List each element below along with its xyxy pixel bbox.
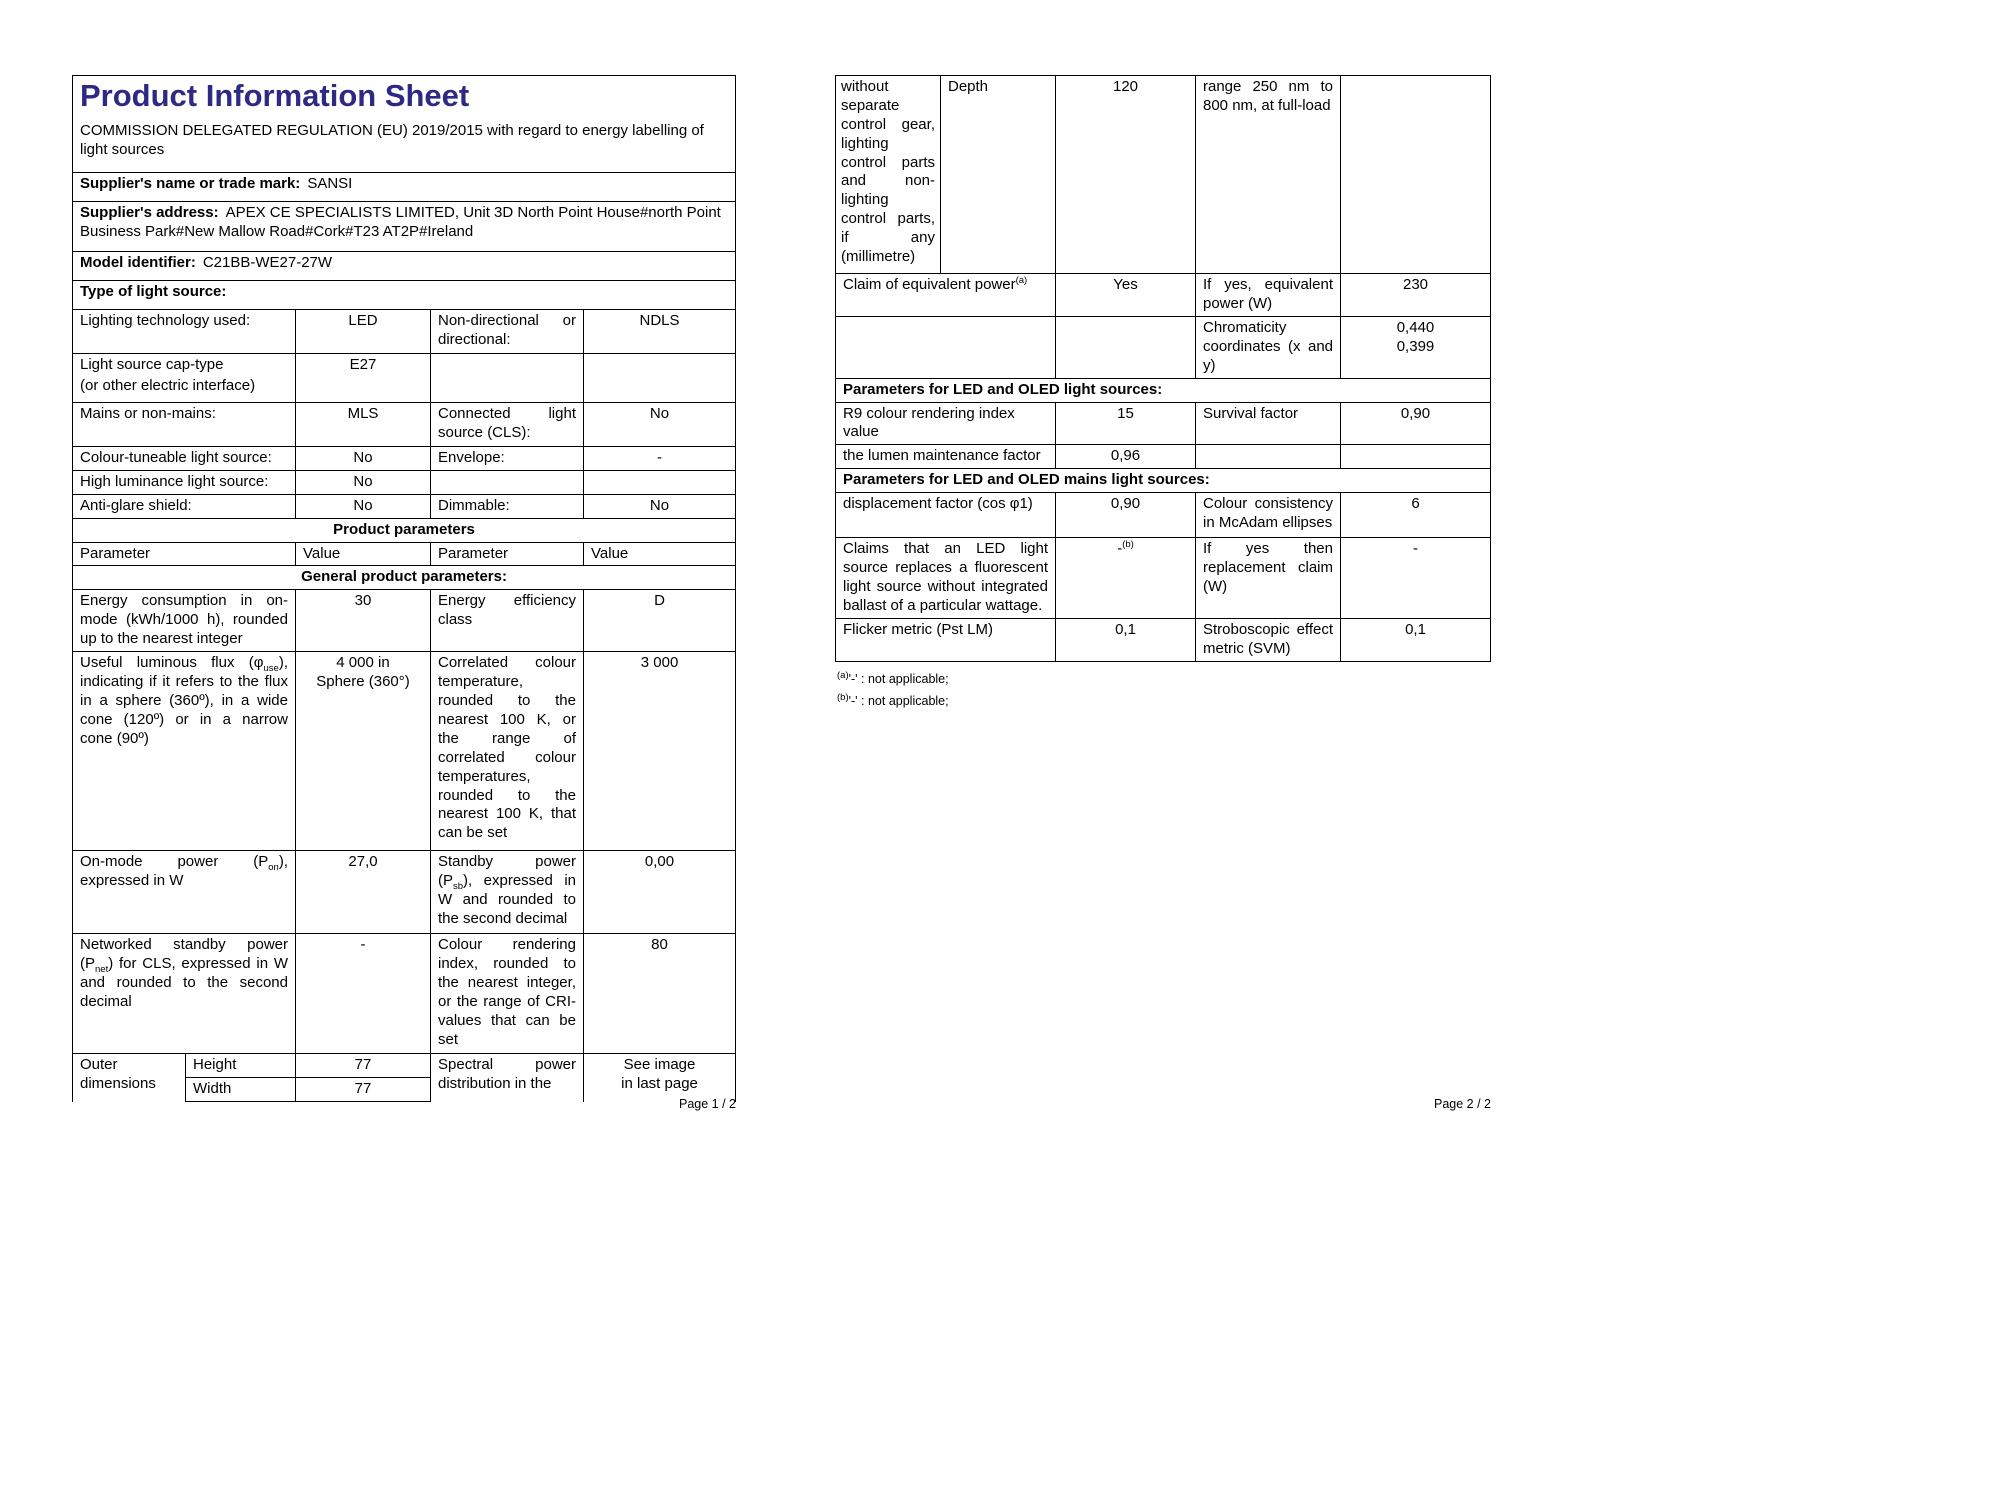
empty-cell — [1056, 317, 1196, 379]
page-1 — [72, 75, 736, 1111]
table-row — [836, 76, 1491, 274]
claim-equivalent-power-label — [836, 274, 1056, 317]
spectral-distribution-label: Spectral power distribution in the — [431, 1054, 584, 1102]
empty-cell — [1341, 445, 1491, 469]
table-row — [73, 934, 736, 1054]
dimmable-value: No — [584, 494, 736, 518]
mains-label: Mains or non-mains: — [73, 403, 296, 447]
flicker-metric-value: 0,1 — [1056, 618, 1196, 661]
table-row — [73, 173, 736, 202]
dimensions-continued-label: without separate control gear, lighting control parts and non-lighting control parts, if any (millimetre) — [836, 76, 941, 274]
product-info-table-page2 — [835, 75, 1491, 662]
energy-class-value: D — [584, 590, 736, 652]
chromaticity-x-value: 0,440 — [1396, 319, 1435, 336]
table-row — [836, 445, 1491, 469]
table-row — [73, 542, 736, 566]
page1-footer: Page 1 / 2 — [679, 1097, 736, 1111]
page2-footer: Page 2 / 2 — [1434, 1097, 1491, 1111]
supplier-address-value: APEX CE SPECIALISTS LIMITED, Unit 3D North Point House#north Point Business Park#New Mallow Road#Cork#T23 AT2P#Ireland — [80, 204, 721, 240]
outer-dimensions-label: Outer dimensions — [73, 1054, 186, 1102]
spectral-value-line1: See image — [623, 1056, 696, 1074]
on-mode-power-subscript: on — [268, 862, 279, 874]
anti-glare-label: Anti-glare shield: — [73, 494, 296, 518]
chromaticity-value — [1341, 317, 1491, 379]
column-header-parameter-2: Parameter — [431, 542, 584, 566]
luminous-flux-subscript: use — [263, 663, 279, 675]
footnote-b — [837, 690, 1491, 713]
model-identifier-label: Model identifier: — [80, 254, 196, 271]
displacement-factor-label: displacement factor (cos φ1) — [836, 493, 1056, 538]
table-row — [73, 470, 736, 494]
cls-value: No — [584, 403, 736, 447]
on-mode-power-label-post: ), expressed in W — [80, 853, 288, 890]
colour-tuneable-value: No — [296, 447, 431, 471]
luminous-flux-value — [296, 652, 431, 851]
footnotes — [835, 668, 1491, 713]
luminous-flux-value-line1: 4 000 in — [336, 654, 390, 672]
cri-value: 80 — [584, 934, 736, 1054]
networked-standby-label-pre: Networked standby power (P — [80, 936, 288, 973]
cri-label: Colour rendering index, rounded to the nearest integer, or the range of CRI-values that can be set — [431, 934, 584, 1054]
supplier-address-label: Supplier's address: — [80, 204, 219, 221]
cls-label: Connected light source (CLS): — [431, 403, 584, 447]
table-row — [836, 402, 1491, 445]
survival-factor-value: 0,90 — [1341, 402, 1491, 445]
product-parameters-header: Product parameters — [73, 518, 736, 542]
empty-cell — [584, 354, 736, 403]
dimmable-label: Dimmable: — [431, 494, 584, 518]
standby-power-value: 0,00 — [584, 851, 736, 934]
depth-value: 120 — [1056, 76, 1196, 274]
page-2 — [835, 75, 1491, 1111]
table-row — [73, 518, 736, 542]
led-parameters-header: Parameters for LED and OLED light sources: — [836, 378, 1491, 402]
equivalent-power-label: If yes, equivalent power (W) — [1196, 274, 1341, 317]
footnote-b-text: '-' : not applicable; — [848, 694, 949, 709]
survival-factor-label: Survival factor — [1196, 402, 1341, 445]
lumen-maintenance-value: 0,96 — [1056, 445, 1196, 469]
empty-cell — [836, 317, 1056, 379]
model-identifier-value: C21BB-WE27-27W — [202, 254, 333, 271]
supplier-name-value: SANSI — [307, 175, 353, 192]
table-row — [73, 851, 736, 934]
cct-label: Correlated colour temperature, rounded to the nearest 100 K, or the range of correlated colour temperatures, rounded to the nearest 100 K, that can be set — [431, 652, 584, 851]
height-value: 77 — [296, 1054, 431, 1078]
standby-power-label — [431, 851, 584, 934]
table-row — [73, 494, 736, 518]
supplier-address-cell — [73, 202, 736, 252]
energy-consumption-value: 30 — [296, 590, 431, 652]
table-row — [73, 354, 736, 403]
luminous-flux-label — [73, 652, 296, 851]
table-row — [73, 281, 736, 310]
model-identifier-cell — [73, 252, 736, 281]
regulation-subtitle: COMMISSION DELEGATED REGULATION (EU) 2019/2015 with regard to energy labelling of light sources — [80, 121, 704, 159]
r9-value: 15 — [1056, 402, 1196, 445]
table-row — [73, 447, 736, 471]
empty-cell — [1341, 76, 1491, 274]
column-header-value-1: Value — [296, 542, 431, 566]
width-label: Width — [186, 1078, 296, 1102]
equivalent-power-value: 230 — [1341, 274, 1491, 317]
networked-standby-label — [73, 934, 296, 1054]
colour-consistency-value: 6 — [1341, 493, 1491, 538]
product-info-table-page1 — [72, 75, 736, 1102]
table-row — [73, 310, 736, 354]
table-row — [836, 317, 1491, 379]
footnote-b-sup: (b) — [837, 692, 849, 704]
standby-power-subscript: sb — [453, 881, 464, 893]
directional-value: NDLS — [584, 310, 736, 354]
table-row — [73, 1054, 736, 1078]
depth-label: Depth — [941, 76, 1056, 274]
envelope-value: - — [584, 447, 736, 471]
claim-equivalent-power-text: Claim of equivalent power — [843, 276, 1016, 293]
energy-class-label: Energy efficiency class — [431, 590, 584, 652]
supplier-name-cell — [73, 173, 736, 202]
empty-cell — [584, 470, 736, 494]
mains-parameters-header: Parameters for LED and OLED mains light sources: — [836, 469, 1491, 493]
flicker-metric-label: Flicker metric (Pst LM) — [836, 618, 1056, 661]
footnote-a-marker: (a) — [1015, 275, 1028, 286]
table-row — [73, 590, 736, 652]
standby-power-label-post: ), expressed in W and rounded to the second decimal — [438, 872, 576, 928]
cap-type-label-line2: (or other electric interface) — [80, 376, 256, 394]
title-cell — [73, 76, 736, 173]
lighting-technology-value: LED — [296, 310, 431, 354]
cap-type-label — [73, 354, 296, 403]
high-luminance-label: High luminance light source: — [73, 470, 296, 494]
table-row — [836, 378, 1491, 402]
on-mode-power-label — [73, 851, 296, 934]
luminous-flux-label-pre: Useful luminous flux (φ — [80, 654, 264, 672]
svm-label: Stroboscopic effect metric (SVM) — [1196, 618, 1341, 661]
empty-cell — [1196, 445, 1341, 469]
table-row — [836, 469, 1491, 493]
table-row — [836, 274, 1491, 317]
fluorescent-claim-value-text: - — [1117, 540, 1123, 558]
footnote-a — [837, 668, 1491, 691]
height-label: Height — [186, 1054, 296, 1078]
claim-equivalent-power-value: Yes — [1056, 274, 1196, 317]
fluorescent-claim-label: Claims that an LED light source replaces a fluorescent light source without integrated ballast of a particular wattage. — [836, 538, 1056, 619]
high-luminance-value: No — [296, 470, 431, 494]
table-row — [73, 566, 736, 590]
on-mode-power-value: 27,0 — [296, 851, 431, 934]
luminous-flux-value-line2: Sphere (360°) — [316, 673, 410, 691]
column-header-parameter-1: Parameter — [73, 542, 296, 566]
page-title: Product Information Sheet — [80, 78, 470, 113]
directional-label: Non-directional or directional: — [431, 310, 584, 354]
lumen-maintenance-label: the lumen maintenance factor — [836, 445, 1056, 469]
column-header-value-2: Value — [584, 542, 736, 566]
luminous-flux-label-post: ), indicating if it refers to the flux in a sphere (360º), in a wide cone (120º) or in a narrow cone (90º) — [80, 654, 288, 747]
networked-standby-label-post: ) for CLS, expressed in W and rounded to the second decimal — [80, 955, 288, 1011]
colour-consistency-label: Colour consistency in McAdam ellipses — [1196, 493, 1341, 538]
spectral-value-line2: in last page — [621, 1075, 698, 1093]
spectral-distribution-value — [584, 1054, 736, 1102]
lighting-technology-label: Lighting technology used: — [73, 310, 296, 354]
table-row — [836, 493, 1491, 538]
width-value: 77 — [296, 1078, 431, 1102]
fluorescent-claim-value — [1056, 538, 1196, 619]
cap-type-label-line1: Light source cap-type — [80, 356, 224, 373]
standby-power-label-pre: Standby power (P — [438, 853, 576, 890]
table-row — [73, 403, 736, 447]
energy-consumption-label: Energy consumption in on-mode (kWh/1000 h), rounded up to the nearest integer — [73, 590, 296, 652]
footnote-a-sup: (a) — [837, 669, 849, 681]
table-row — [836, 618, 1491, 661]
footnote-b-marker: (b) — [1122, 539, 1134, 551]
svm-value: 0,1 — [1341, 618, 1491, 661]
cap-type-value: E27 — [296, 354, 431, 403]
anti-glare-value: No — [296, 494, 431, 518]
spectral-range-label: range 250 nm to 800 nm, at full-load — [1196, 76, 1341, 274]
empty-cell — [431, 354, 584, 403]
networked-standby-value: - — [296, 934, 431, 1054]
mains-value: MLS — [296, 403, 431, 447]
supplier-name-label: Supplier's name or trade mark: — [80, 175, 301, 192]
colour-tuneable-label: Colour-tuneable light source: — [73, 447, 296, 471]
footnote-a-text: '-' : not applicable; — [848, 671, 949, 686]
cct-value: 3 000 — [584, 652, 736, 851]
table-row — [836, 538, 1491, 619]
networked-standby-subscript: net — [95, 964, 109, 976]
on-mode-power-label-pre: On-mode power (P — [80, 853, 269, 871]
table-row — [73, 202, 736, 252]
chromaticity-y-value: 0,399 — [1396, 337, 1435, 355]
empty-cell — [431, 470, 584, 494]
table-row — [73, 252, 736, 281]
type-of-light-source-header: Type of light source: — [73, 281, 736, 310]
table-row — [73, 76, 736, 173]
chromaticity-label: Chromaticity coordinates (x and y) — [1196, 317, 1341, 379]
replacement-claim-label: If yes then replacement claim (W) — [1196, 538, 1341, 619]
envelope-label: Envelope: — [431, 447, 584, 471]
r9-label: R9 colour rendering index value — [836, 402, 1056, 445]
displacement-factor-value: 0,90 — [1056, 493, 1196, 538]
replacement-claim-value: - — [1341, 538, 1491, 619]
general-parameters-header: General product parameters: — [73, 566, 736, 590]
table-row — [73, 652, 736, 851]
